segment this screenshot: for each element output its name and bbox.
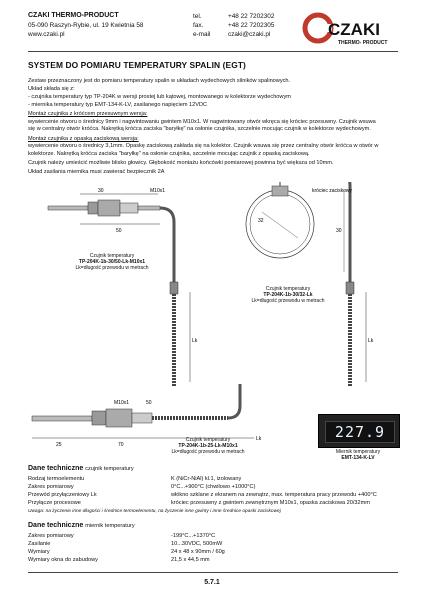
specs-note: Uwaga: na życzenie inne długości i średnice termoelementu, na życzenie inne gwinty i inne średnice opaski zaciskowej: [28, 509, 281, 514]
spec-key: Zakres pomiarowy: [28, 533, 74, 539]
caption-line: Czujnik temperatury: [185, 437, 231, 443]
logo-text: CZAKI: [328, 20, 380, 39]
sensor-3-caption: [158, 437, 258, 455]
temperature-meter: [318, 414, 400, 448]
spec-value: 0°C...+900°C (chwilowo +1000°C): [171, 484, 256, 490]
caption-line: TP-204K-1b-30/50-Lk-M10x1: [78, 259, 146, 265]
intro-line: - czujnika temperatury typ TP-204K w wersji prostej lub kątowej, montowanego w kolektorze wydechowym: [28, 94, 291, 100]
dim-label: M10x1: [114, 400, 130, 406]
meter-caption: [318, 449, 398, 461]
logo-tagline: THERMO- PRODUCT: [338, 40, 388, 46]
email-label: e-mail: [193, 31, 211, 38]
company-website[interactable]: www.czaki.pl: [28, 31, 65, 38]
caption-line: Czujnik temperatury: [265, 286, 311, 292]
spec-value: 24 x 48 x 90mm / 60g: [171, 549, 225, 555]
sensor-2-caption: [238, 286, 338, 304]
footer-divider: [28, 572, 398, 573]
intro-paragraph: Zestaw przeznaczony jest do pomiaru temperatury spalin w układach wydechowych silników spalinowych.: [28, 78, 291, 84]
intro-line: Czujnik należy umieścić możliwie blisko głowicy. Głębokość montażu końcówki pomiarowej powinna być większa od 10mm.: [28, 160, 334, 166]
dim-label: Lk: [368, 338, 374, 344]
caption-line: TP-204K-1b-30/32-Lk: [263, 292, 313, 298]
spec-value: króciec przesuwny z gwintem zewnętrznym M10x1, opaska zaciskowa 20/32mm: [171, 500, 370, 506]
dim-label: 50: [116, 228, 122, 234]
header-divider: [28, 51, 398, 52]
specs-subtitle: czujnik temperatury: [85, 466, 134, 472]
spec-key: Zasilanie: [28, 541, 51, 547]
sensor-drawing-1: [40, 182, 210, 397]
specs-subtitle: miernik temperatury: [85, 523, 135, 529]
dim-label: Lk: [256, 436, 262, 442]
spec-value: -199°C...+1370°C: [171, 533, 216, 539]
dim-label: 25: [56, 442, 62, 448]
spec-row: [28, 492, 408, 499]
intro-line: Układ składa się z:: [28, 86, 75, 92]
czaki-logo: [302, 12, 394, 48]
caption-line: TP-204K-1b-25-Lk-M10x1: [178, 443, 238, 449]
spec-row: [28, 557, 408, 564]
page-title: SYSTEM DO POMIARU TEMPERATURY SPALIN (EGT): [28, 60, 246, 70]
spec-row: [28, 533, 408, 540]
section-heading: Montaż czujnika z opaską zaciskową wersja:: [28, 136, 139, 142]
spec-row: [28, 484, 408, 491]
spec-row: [28, 476, 408, 483]
intro-line: - miernika temperatury typ EMT-134-K-LV, zasilanego napięciem 12VDC: [28, 102, 208, 108]
tel-label: tel.: [193, 13, 202, 20]
spec-value: włókno szklane z ekranem na zewnątrz, max. temperatura pracy przewodu +400°C: [171, 492, 377, 498]
tel-value: +48 22 7202302: [228, 13, 275, 20]
dim-label: 30: [336, 228, 342, 234]
spec-row: [28, 541, 408, 548]
company-address: 05-090 Raszyn-Rybie, ul. 19 Kwietnia 58: [28, 22, 144, 29]
spec-key: Rodzaj termoelementu: [28, 476, 85, 482]
dim-label: 50: [146, 400, 152, 406]
spec-value: 10...30VDC, 500mW: [171, 541, 223, 547]
spec-row: [28, 500, 408, 507]
dim-label: 30: [98, 188, 104, 194]
spec-value: K (NiCr-NiAl) kl.1, izolowany: [171, 476, 242, 482]
dim-label: 32: [258, 218, 264, 224]
caption-line: Czujnik temperatury: [89, 253, 135, 259]
spec-key: Zakres pomiarowy: [28, 484, 74, 490]
intro-line: kolektorze. Nakrętką króćca zaciska "baryłkę" na osłonie czujnika, szczelnie mocując czujnik z opaską zaciskową.: [28, 151, 310, 157]
dim-label: M10x1: [150, 188, 166, 194]
caption-line: Lk=długość przewodu w metrach: [171, 449, 245, 455]
specs-meter-title: Dane techniczne miernik temperatury: [28, 522, 135, 529]
caption-line: EMT-134-K-LV: [341, 455, 375, 461]
dim-label: Lk: [192, 338, 198, 344]
section-heading: Montaż czujnika z króćcem przesuwnym wersja:: [28, 111, 148, 117]
caption-line: Lk=długość przewodu w metrach: [251, 298, 325, 304]
intro-line: się w centralny otwór króćca. Nakrętką króćca zaciska "baryłkę" na osłonie czujnika, szczelnie mocując czujnik w kolektorze wydechowym.: [28, 126, 371, 132]
spec-key: Wymiary: [28, 549, 50, 555]
spec-key: Wymiary okna do zabudowy: [28, 557, 98, 563]
spec-key: Przyłącze procesowe: [28, 500, 81, 506]
specs-sensor-title: Dane techniczne czujnik temperatury: [28, 465, 134, 472]
email-value[interactable]: czaki@czaki.pl: [228, 31, 271, 38]
intro-line: Układ zasilania miernika musi zawierać bezpiecznik 2A: [28, 169, 165, 175]
spec-row: [28, 549, 408, 556]
caption-line: Miernik temperatury: [335, 449, 381, 455]
fax-value: +48 22 7202305: [228, 22, 275, 29]
caption-line: Lk=długość przewodu w metrach: [75, 265, 149, 271]
page-number: 5.7.1: [204, 579, 220, 586]
meter-display: 227.9: [325, 421, 395, 443]
dim-label: 70: [118, 442, 124, 448]
callout-label: króciec zaciskowy: [312, 188, 353, 194]
intro-line: wywiercenie otworu o średnicy 3,1mm. Opaskę zaciskową zakłada się na kolektor. Czujnik wsuwa się przez centralny otwór króćca w otwór w: [28, 143, 379, 149]
sensor-1-caption: [62, 253, 162, 271]
company-name: CZAKI THERMO-PRODUCT: [28, 12, 119, 19]
fax-label: fax.: [193, 22, 204, 29]
intro-line: wywiercenie otworu o średnicy 9mm i nagwintowaniu gwintem M10x1. W nagwintowany otwór wkręca się króciec przesuwny. Czujnik wsuwa: [28, 119, 376, 125]
spec-value: 21,5 x 44,5 mm: [171, 557, 210, 563]
spec-key: Przewód przyłączeniowy Lk: [28, 492, 97, 498]
